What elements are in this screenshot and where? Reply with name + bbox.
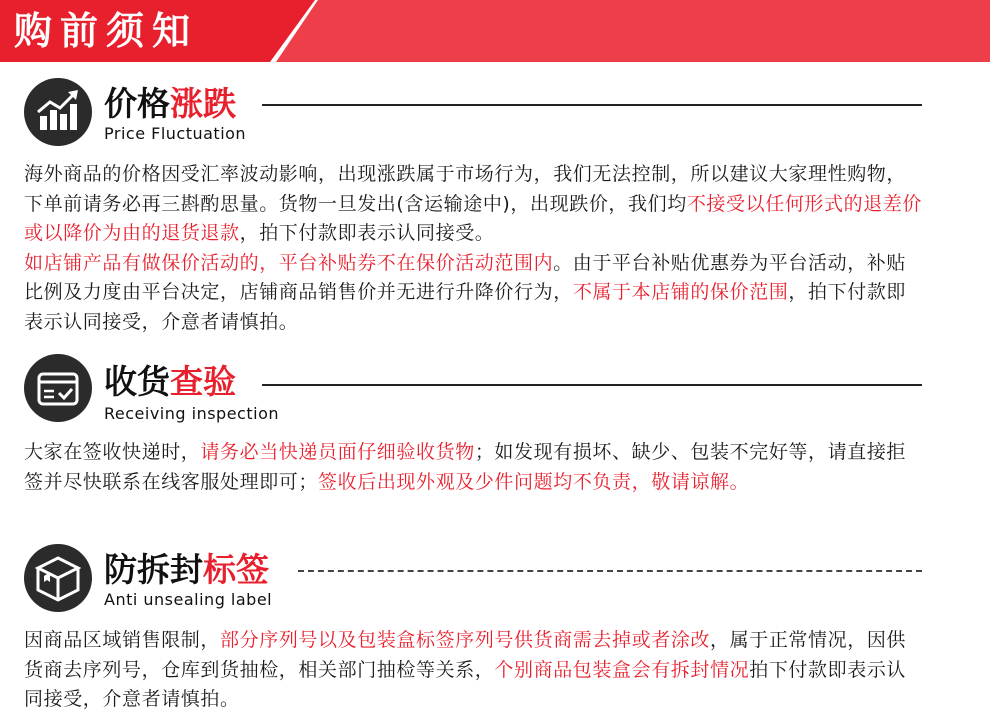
section-subtitle: Receiving inspection (104, 404, 279, 423)
section-heading: 收货查验 (104, 362, 236, 401)
banner-title: 购前须知 (14, 9, 199, 53)
section-body: 海外商品的价格因受汇率波动影响，出现涨跌属于市场行为，我们无法控制，所以建议大家理性购物，下单前请务必再三斟酌思量。货物一旦发出(含运输途中)，出现跌价，我们均不接受以任何形式的退差价或以降价为由的退货退款，拍下付款即表示认同接受。 如店铺产品有做保价活动的，平台补贴券不在保价活动范围内。由于平台补贴优惠券为平台活动，补贴比例及力度由平台决定，店铺商品销售价并无进行升降价行为，不属于本店铺的保价范围，拍下付款即表示认同接受，介意者请慎拍。 (24, 163, 923, 333)
section-body: 大家在签收快递时，请务必当快递员面仔细验收货物；如发现有损坏、缺少、包装不完好等，请直接拒签并尽快联系在线客服处理即可；签收后出现外观及少件问题均不负责，敬请谅解。 (24, 441, 907, 493)
section-heading: 防拆封标签 (104, 550, 269, 589)
section-subtitle: Anti unsealing label (104, 590, 273, 609)
package-icon (24, 544, 92, 612)
section-subtitle: Price Fluctuation (104, 124, 247, 143)
divider-line (298, 570, 922, 572)
notice-banner (0, 0, 990, 62)
section-body: 因商品区域销售限制，部分序列号以及包装盒标签序列号供货商需去掉或者涂改，属于正常情况，因供货商去序列号，仓库到货抽检，相关部门抽检等关系，个别商品包装盒会有拆封情况拍下付款即表示认同接受，介意者请慎拍。 (24, 629, 907, 710)
divider-line (262, 104, 922, 106)
section-heading: 价格涨跌 (104, 84, 236, 123)
divider-line (262, 384, 922, 386)
inspection-box-icon (24, 354, 92, 422)
rising-chart-icon (24, 78, 92, 146)
